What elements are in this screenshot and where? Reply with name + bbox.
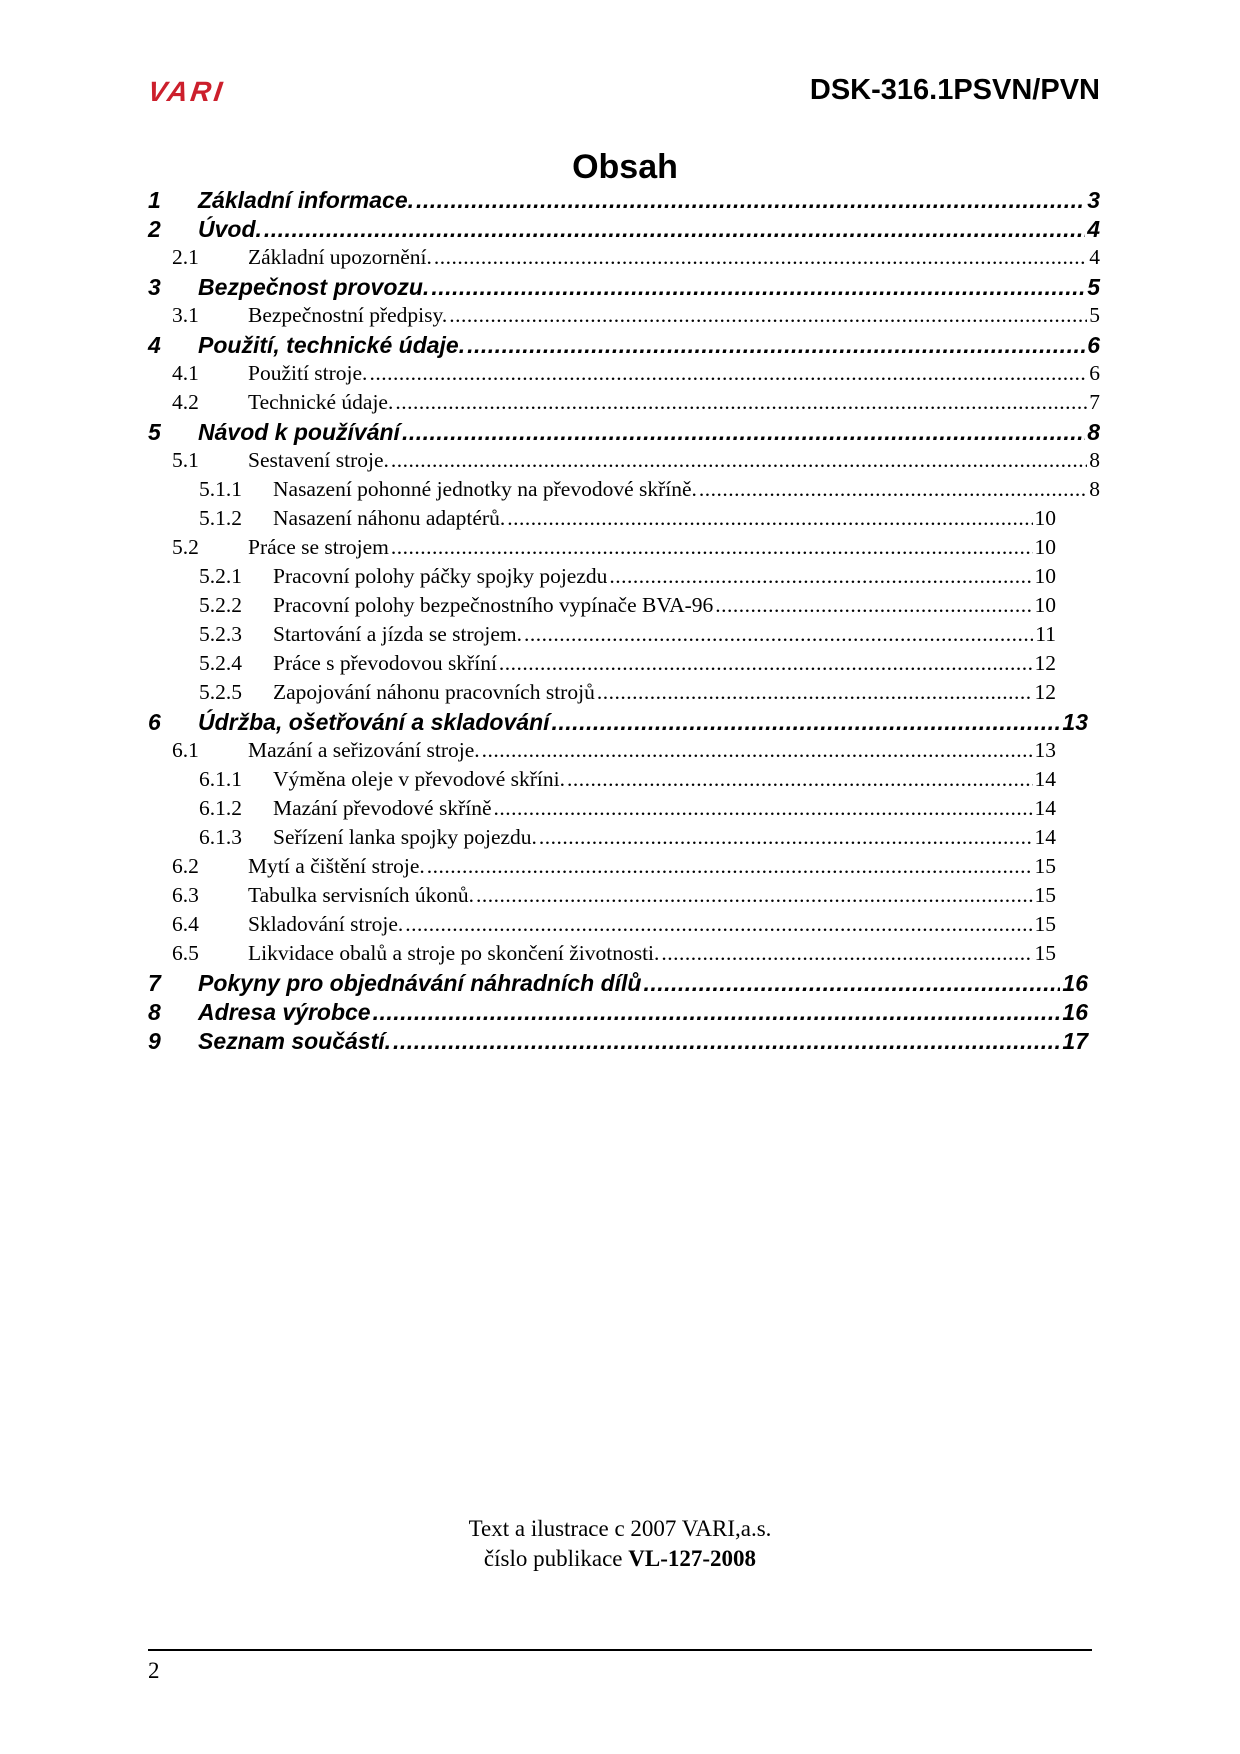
toc-entry-title: Nasazení náhonu adaptérů. bbox=[273, 506, 506, 530]
toc-entry-title: Startování a jízda se strojem. bbox=[273, 622, 522, 646]
toc-entry[interactable] bbox=[148, 999, 1088, 1028]
toc-entry-page: 5 bbox=[1087, 274, 1100, 300]
toc-entry-number: 5.1.1 bbox=[199, 477, 242, 501]
toc-leader-dots bbox=[567, 767, 1033, 792]
toc-entry[interactable] bbox=[148, 274, 1100, 303]
toc-entry-number: 6 bbox=[148, 709, 161, 735]
toc-entry-number: 1 bbox=[148, 187, 161, 213]
vari-logo: VARI bbox=[145, 76, 228, 107]
toc-entry[interactable] bbox=[148, 593, 1088, 622]
toc-leader-dots bbox=[416, 187, 1085, 214]
toc-entry-page: 8 bbox=[1087, 419, 1100, 445]
toc-entry-number: 5.1 bbox=[172, 448, 199, 472]
toc-entry[interactable] bbox=[148, 825, 1088, 854]
toc-entry-title: Adresa výrobce bbox=[198, 999, 371, 1025]
toc-entry-page: 11 bbox=[1035, 622, 1056, 646]
toc-entry-number: 6.3 bbox=[172, 883, 199, 907]
toc-entry-title: Pracovní polohy bezpečnostního vypínače BVA-96 bbox=[273, 593, 714, 617]
toc-entry-page: 12 bbox=[1034, 680, 1056, 704]
toc-entry-number: 6.5 bbox=[172, 941, 199, 965]
toc-leader-dots bbox=[609, 564, 1032, 589]
toc-entry-title: Tabulka servisních úkonů. bbox=[248, 883, 474, 907]
toc-entry-page: 6 bbox=[1087, 332, 1100, 358]
toc-entry-page: 5 bbox=[1089, 303, 1100, 327]
toc-entry-number: 5.2.1 bbox=[199, 564, 242, 588]
toc-leader-dots bbox=[393, 1028, 1060, 1055]
toc-leader-dots bbox=[391, 448, 1087, 473]
toc-entry[interactable] bbox=[148, 854, 1088, 883]
toc-entry-number: 6.4 bbox=[172, 912, 199, 936]
toc-entry-page: 16 bbox=[1062, 999, 1088, 1025]
toc-leader-dots bbox=[405, 912, 1032, 937]
toc-leader-dots bbox=[402, 419, 1085, 446]
toc-entry-page: 10 bbox=[1034, 535, 1056, 559]
toc-entry-title: Použití, technické údaje. bbox=[198, 332, 466, 358]
toc-entry-page: 17 bbox=[1062, 1028, 1088, 1054]
toc-entry-title: Výměna oleje v převodové skříni. bbox=[273, 767, 565, 791]
toc-entry-title: Seznam součástí. bbox=[198, 1028, 392, 1054]
toc-entry-title: Zapojování náhonu pracovních strojů bbox=[273, 680, 595, 704]
toc-entry-title: Mytí a čištění stroje. bbox=[248, 854, 425, 878]
toc-entry-title: Návod k používání bbox=[198, 419, 400, 445]
toc-entry-title: Pracovní polohy páčky spojky pojezdu bbox=[273, 564, 608, 588]
toc-leader-dots bbox=[643, 970, 1060, 997]
toc-leader-dots bbox=[264, 216, 1085, 243]
toc-leader-dots bbox=[369, 361, 1087, 386]
toc-entry-page: 16 bbox=[1062, 970, 1088, 996]
toc-entry-title: Sestavení stroje. bbox=[248, 448, 389, 472]
toc-leader-dots bbox=[449, 303, 1087, 328]
toc-entry-title: Likvidace obalů a stroje po skončení životnosti. bbox=[248, 941, 660, 965]
toc-leader-dots bbox=[715, 593, 1032, 618]
toc-entry-title: Technické údaje. bbox=[248, 390, 394, 414]
toc-entry[interactable] bbox=[148, 477, 1100, 506]
toc-entry-number: 3 bbox=[148, 274, 161, 300]
toc-leader-dots bbox=[467, 332, 1085, 359]
toc-leader-dots bbox=[482, 738, 1033, 763]
toc-entry-page: 10 bbox=[1034, 506, 1056, 530]
toc-entry[interactable] bbox=[148, 245, 1100, 274]
toc-entry-number: 5.1.2 bbox=[199, 506, 242, 530]
toc-entry-title: Bezpečnostní předpisy. bbox=[248, 303, 448, 327]
toc-entry-page: 7 bbox=[1089, 390, 1100, 414]
toc-leader-dots bbox=[507, 506, 1032, 531]
toc-leader-dots bbox=[431, 274, 1085, 301]
toc-entry-title: Mazání převodové skříně bbox=[273, 796, 492, 820]
toc-entry-title: Seřízení lanka spojky pojezdu. bbox=[273, 825, 537, 849]
toc-entry-title: Bezpečnost provozu. bbox=[198, 274, 430, 300]
toc-entry-page: 13 bbox=[1062, 709, 1088, 735]
toc-leader-dots bbox=[597, 680, 1033, 705]
toc-leader-dots bbox=[494, 796, 1033, 821]
toc-entry-page: 4 bbox=[1087, 216, 1100, 242]
toc-entry[interactable] bbox=[148, 970, 1088, 999]
toc-entry[interactable] bbox=[148, 622, 1088, 651]
toc-entry[interactable] bbox=[148, 941, 1088, 970]
toc-leader-dots bbox=[476, 883, 1033, 908]
toc-entry[interactable] bbox=[148, 680, 1088, 709]
toc-entry-title: Úvod. bbox=[198, 216, 262, 242]
toc-leader-dots bbox=[499, 651, 1033, 676]
toc-entry-number: 6.1 bbox=[172, 738, 199, 762]
toc-leader-dots bbox=[661, 941, 1032, 966]
toc-entry[interactable] bbox=[148, 303, 1100, 332]
toc-entry[interactable] bbox=[148, 361, 1100, 390]
toc-entry-page: 14 bbox=[1034, 767, 1056, 791]
toc-entry-number: 2.1 bbox=[172, 245, 199, 269]
toc-entry[interactable] bbox=[148, 738, 1088, 767]
publication-number: VL-127-2008 bbox=[628, 1546, 757, 1571]
toc-entry-title: Nasazení pohonné jednotky na převodové skříně. bbox=[273, 477, 697, 501]
toc-entry-page: 15 bbox=[1034, 941, 1056, 965]
toc-entry-number: 3.1 bbox=[172, 303, 199, 327]
footer-rule bbox=[148, 1649, 1092, 1651]
toc-entry-number: 4 bbox=[148, 332, 161, 358]
toc-entry-number: 6.1.2 bbox=[199, 796, 242, 820]
toc-entry-page: 3 bbox=[1087, 187, 1100, 213]
toc-entry-title: Údržba, ošetřování a skladování bbox=[198, 709, 550, 735]
toc-entry-page: 8 bbox=[1089, 448, 1100, 472]
toc-entry[interactable] bbox=[148, 912, 1088, 941]
toc-entry-title: Práce se strojem bbox=[248, 535, 389, 559]
toc-leader-dots bbox=[391, 535, 1033, 560]
toc-entry[interactable] bbox=[148, 506, 1088, 535]
page-number: 2 bbox=[148, 1658, 160, 1683]
toc-entry[interactable] bbox=[148, 216, 1100, 245]
credits-publication bbox=[0, 1544, 1240, 1574]
toc-entry-number: 5.2.5 bbox=[199, 680, 242, 704]
toc-leader-dots bbox=[699, 477, 1087, 502]
toc-entry-title: Použití stroje. bbox=[248, 361, 368, 385]
toc-entry-page: 14 bbox=[1034, 825, 1056, 849]
toc-entry-number: 6.1.1 bbox=[199, 767, 242, 791]
toc-entry[interactable] bbox=[148, 1028, 1088, 1057]
toc-entry-number: 5.2.2 bbox=[199, 593, 242, 617]
credits-copyright: Text a ilustrace c 2007 VARI,a.s. bbox=[468, 1516, 772, 1541]
toc-leader-dots bbox=[434, 245, 1087, 270]
toc-entry[interactable] bbox=[148, 709, 1088, 738]
toc-entry-number: 5.2.4 bbox=[199, 651, 242, 675]
toc-entry[interactable] bbox=[148, 767, 1088, 796]
toc-leader-dots bbox=[427, 854, 1033, 879]
toc-entry-number: 5.2.3 bbox=[199, 622, 242, 646]
toc-entry-page: 10 bbox=[1034, 564, 1056, 588]
toc-entry-title: Základní upozornění. bbox=[248, 245, 432, 269]
credits bbox=[0, 1514, 1240, 1574]
toc-entry-number: 6.2 bbox=[172, 854, 199, 878]
toc-entry-title: Základní informace. bbox=[198, 187, 415, 213]
toc-entry[interactable] bbox=[148, 187, 1100, 216]
toc-entry-page: 12 bbox=[1034, 651, 1056, 675]
toc-entry[interactable] bbox=[148, 796, 1088, 825]
document-code: DSK-316.1PSVN/PVN bbox=[809, 74, 1100, 106]
toc-entry-page: 13 bbox=[1034, 738, 1056, 762]
toc-entry-number: 9 bbox=[148, 1028, 161, 1054]
toc-entry[interactable] bbox=[148, 448, 1100, 477]
toc-entry-number: 2 bbox=[148, 216, 161, 242]
publication-label: číslo publikace bbox=[483, 1546, 629, 1571]
toc-entry-number: 4.2 bbox=[172, 390, 199, 414]
toc-entry[interactable] bbox=[148, 390, 1100, 419]
toc-entry-title: Mazání a seřizování stroje. bbox=[248, 738, 480, 762]
toc-leader-dots bbox=[524, 622, 1033, 647]
toc-entry-number: 6.1.3 bbox=[199, 825, 242, 849]
toc-entry[interactable] bbox=[148, 651, 1088, 680]
toc-entry-page: 6 bbox=[1089, 361, 1100, 385]
toc-entry-page: 15 bbox=[1034, 854, 1056, 878]
toc-entry-number: 8 bbox=[148, 999, 161, 1025]
toc-entry-title: Práce s převodovou skříní bbox=[273, 651, 497, 675]
toc-entry-title: Skladování stroje. bbox=[248, 912, 404, 936]
toc-leader-dots bbox=[552, 709, 1061, 736]
toc-entry-number: 7 bbox=[148, 970, 161, 996]
toc-entry[interactable] bbox=[148, 564, 1088, 593]
toc-entry[interactable] bbox=[148, 883, 1088, 912]
toc-leader-dots bbox=[539, 825, 1033, 850]
toc-entry[interactable] bbox=[148, 535, 1088, 564]
toc-entry-number: 4.1 bbox=[172, 361, 199, 385]
toc-entry[interactable] bbox=[148, 332, 1100, 361]
table-of-contents bbox=[148, 187, 1100, 1057]
toc-entry-page: 10 bbox=[1034, 593, 1056, 617]
toc-entry-page: 15 bbox=[1034, 912, 1056, 936]
toc-entry[interactable] bbox=[148, 419, 1100, 448]
toc-entry-page: 15 bbox=[1034, 883, 1056, 907]
toc-leader-dots bbox=[395, 390, 1087, 415]
toc-entry-title: Pokyny pro objednávání náhradních dílů bbox=[198, 970, 642, 996]
toc-entry-number: 5.2 bbox=[172, 535, 199, 559]
toc-entry-page: 8 bbox=[1089, 477, 1100, 501]
toc-leader-dots bbox=[373, 999, 1061, 1026]
toc-entry-page: 4 bbox=[1089, 245, 1100, 269]
toc-entry-number: 5 bbox=[148, 419, 161, 445]
toc-entry-page: 14 bbox=[1034, 796, 1056, 820]
toc-title: Obsah bbox=[572, 148, 678, 186]
